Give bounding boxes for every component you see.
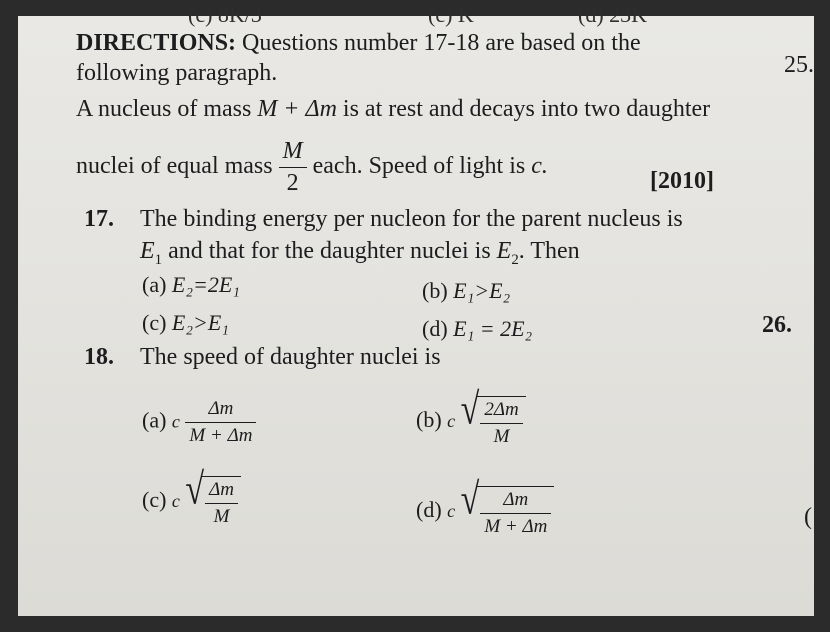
mass-fraction bbox=[279, 138, 307, 197]
q17-text-line1: The binding energy per nucleon for the parent nucleus is bbox=[140, 206, 683, 232]
top-fragment-left: (c) 8K/3 bbox=[188, 2, 262, 27]
q17-number: 17. bbox=[84, 206, 114, 232]
directions-heading: DIRECTIONS: bbox=[76, 30, 237, 56]
directions-line1 bbox=[76, 30, 641, 57]
speed-of-light-symbol: c. bbox=[531, 153, 548, 180]
mass-expression: M + Δm bbox=[257, 96, 337, 122]
q17-option-c[interactable]: (c) E₂>E₁ bbox=[142, 310, 229, 335]
year-tag: [2010] bbox=[650, 168, 714, 194]
q17-option-a[interactable]: (a) E₂=2E₁ bbox=[142, 272, 240, 297]
paragraph-line1: A nucleus of mass M + Δm is at rest and decays into two daughter bbox=[76, 96, 711, 122]
question-number-26: 26. bbox=[762, 312, 792, 338]
q17-option-d[interactable]: (d) E₁ = 2E₂ bbox=[422, 316, 533, 341]
q18-c-sqrt: √ $\frac{\Delta m}{M}$ bbox=[185, 476, 241, 528]
fraction-denominator: 2 bbox=[286, 170, 299, 196]
sqrt-icon: √ bbox=[460, 475, 480, 524]
fraction-numerator: M bbox=[279, 138, 307, 168]
sqrt-icon: √ bbox=[185, 465, 205, 514]
directions-line2: following paragraph. bbox=[76, 60, 278, 86]
sqrt-icon: √ bbox=[460, 385, 480, 434]
q17-option-b[interactable]: (b) E₁>E₂ bbox=[422, 278, 511, 303]
q18-option-d[interactable]: (d) c √ $\frac{\Delta m}{M + \Delta m}$ bbox=[416, 486, 554, 538]
directions-text: Questions number 17-18 are based on the bbox=[242, 30, 641, 56]
q18-option-b[interactable]: (b) c √ $\frac{2\Delta m}{M}$ bbox=[416, 396, 526, 448]
q17-text-line2: $E_1$ and that for the daughter nuclei is $E_2$. Then bbox=[140, 238, 580, 268]
q18-number: 18. bbox=[84, 344, 114, 370]
textbook-page bbox=[18, 2, 814, 616]
q18-text: The speed of daughter nuclei is bbox=[140, 344, 441, 370]
q18-b-sqrt: √ $\frac{2\Delta m}{M}$ bbox=[461, 396, 526, 448]
q18-a-fraction: $\frac{\Delta m}{M + \Delta m}$ bbox=[185, 398, 256, 447]
paragraph-line2: nuclei of equal mass $\frac{M}{2}$ each. Speed of light is c. bbox=[76, 138, 548, 196]
q18-option-c[interactable]: (c) c √ $\frac{\Delta m}{M}$ bbox=[142, 476, 241, 528]
top-fragment-mid: (c) K bbox=[428, 2, 474, 27]
question-number-25: 25. bbox=[784, 52, 814, 78]
cut-paren: ( bbox=[804, 504, 812, 530]
top-fragment-right: (d) 23K bbox=[578, 2, 648, 27]
q18-option-a[interactable]: (a) c $\frac{\Delta m}{M + \Delta m}$ bbox=[142, 398, 256, 447]
q18-d-sqrt: √ $\frac{\Delta m}{M + \Delta m}$ bbox=[461, 486, 555, 538]
